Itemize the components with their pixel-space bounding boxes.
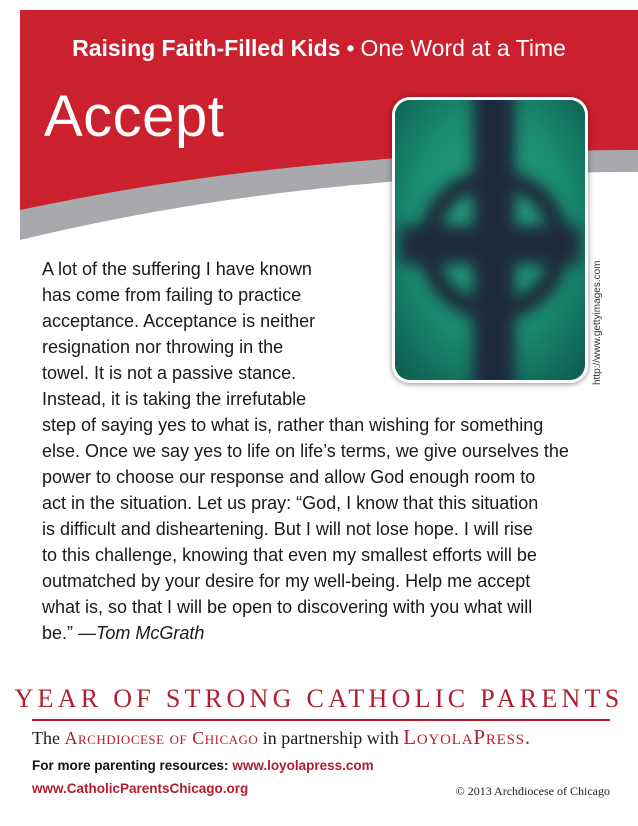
cross-photo	[392, 97, 588, 383]
series-title	[0, 35, 638, 62]
body-line: to this challenge, knowing that even my smallest efforts will be	[42, 545, 537, 565]
body-line: what is, so that I will be open to discovering with you what will	[42, 597, 533, 617]
body-line: has come from failing to practice	[42, 285, 302, 305]
partner-the: The	[32, 728, 65, 748]
body-full-text	[42, 412, 569, 646]
body-line: step of saying yes to what is, rather than wishing for something	[42, 415, 544, 435]
body-wrapped-text	[42, 256, 315, 412]
footer-divider	[32, 719, 610, 721]
body-line: act in the situation. Let us pray: “God, I know that this situation	[42, 493, 539, 513]
body-line: resignation nor throwing in the	[42, 337, 284, 357]
body-last-line	[42, 620, 569, 646]
body-line: outmatched by your desire for my well-being. Help me accept	[42, 571, 531, 591]
partner-with: in partnership with	[258, 728, 404, 748]
quote-signature: —Tom McGrath	[78, 623, 205, 643]
resources-label: For more parenting resources:	[32, 758, 233, 773]
copyright: © 2013 Archdiocese of Chicago	[455, 784, 610, 798]
catholic-parents-link[interactable]: www.CatholicParentsChicago.org	[32, 781, 249, 796]
body-line: power to choose our response and allow God enough room to	[42, 467, 536, 487]
body-line: A lot of the suffering I have known	[42, 259, 312, 279]
loyola-press-logo: LoyolaPress.	[403, 725, 531, 749]
series-title-bold: Raising Faith-Filled Kids	[72, 35, 341, 61]
resources-line	[32, 758, 374, 773]
series-separator: •	[346, 35, 355, 61]
body-line: else. Once we say yes to life on life’s terms, we give ourselves the	[42, 441, 569, 461]
year-title: YEAR OF STRONG CATHOLIC PARENTS	[14, 684, 624, 713]
body-line: is difficult and disheartening. But I will not lose hope. I will rise	[42, 519, 533, 539]
partnership-line	[32, 725, 531, 750]
word-title: Accept	[44, 84, 225, 149]
series-title-light: One Word at a Time	[360, 35, 566, 61]
body-line: Instead, it is taking the irrefutable	[42, 389, 307, 409]
body-line: towel. It is not a passive stance.	[42, 363, 297, 383]
body-line: acceptance. Acceptance is neither	[42, 311, 316, 331]
body-line-end: be.”	[42, 623, 79, 643]
celtic-cross-image	[395, 100, 585, 380]
loyolapress-link[interactable]: www.loyolapress.com	[232, 758, 374, 773]
archdiocese-name: Archdiocese of Chicago	[64, 728, 259, 748]
photo-credit: http://www.gettyimages.com	[592, 260, 603, 385]
